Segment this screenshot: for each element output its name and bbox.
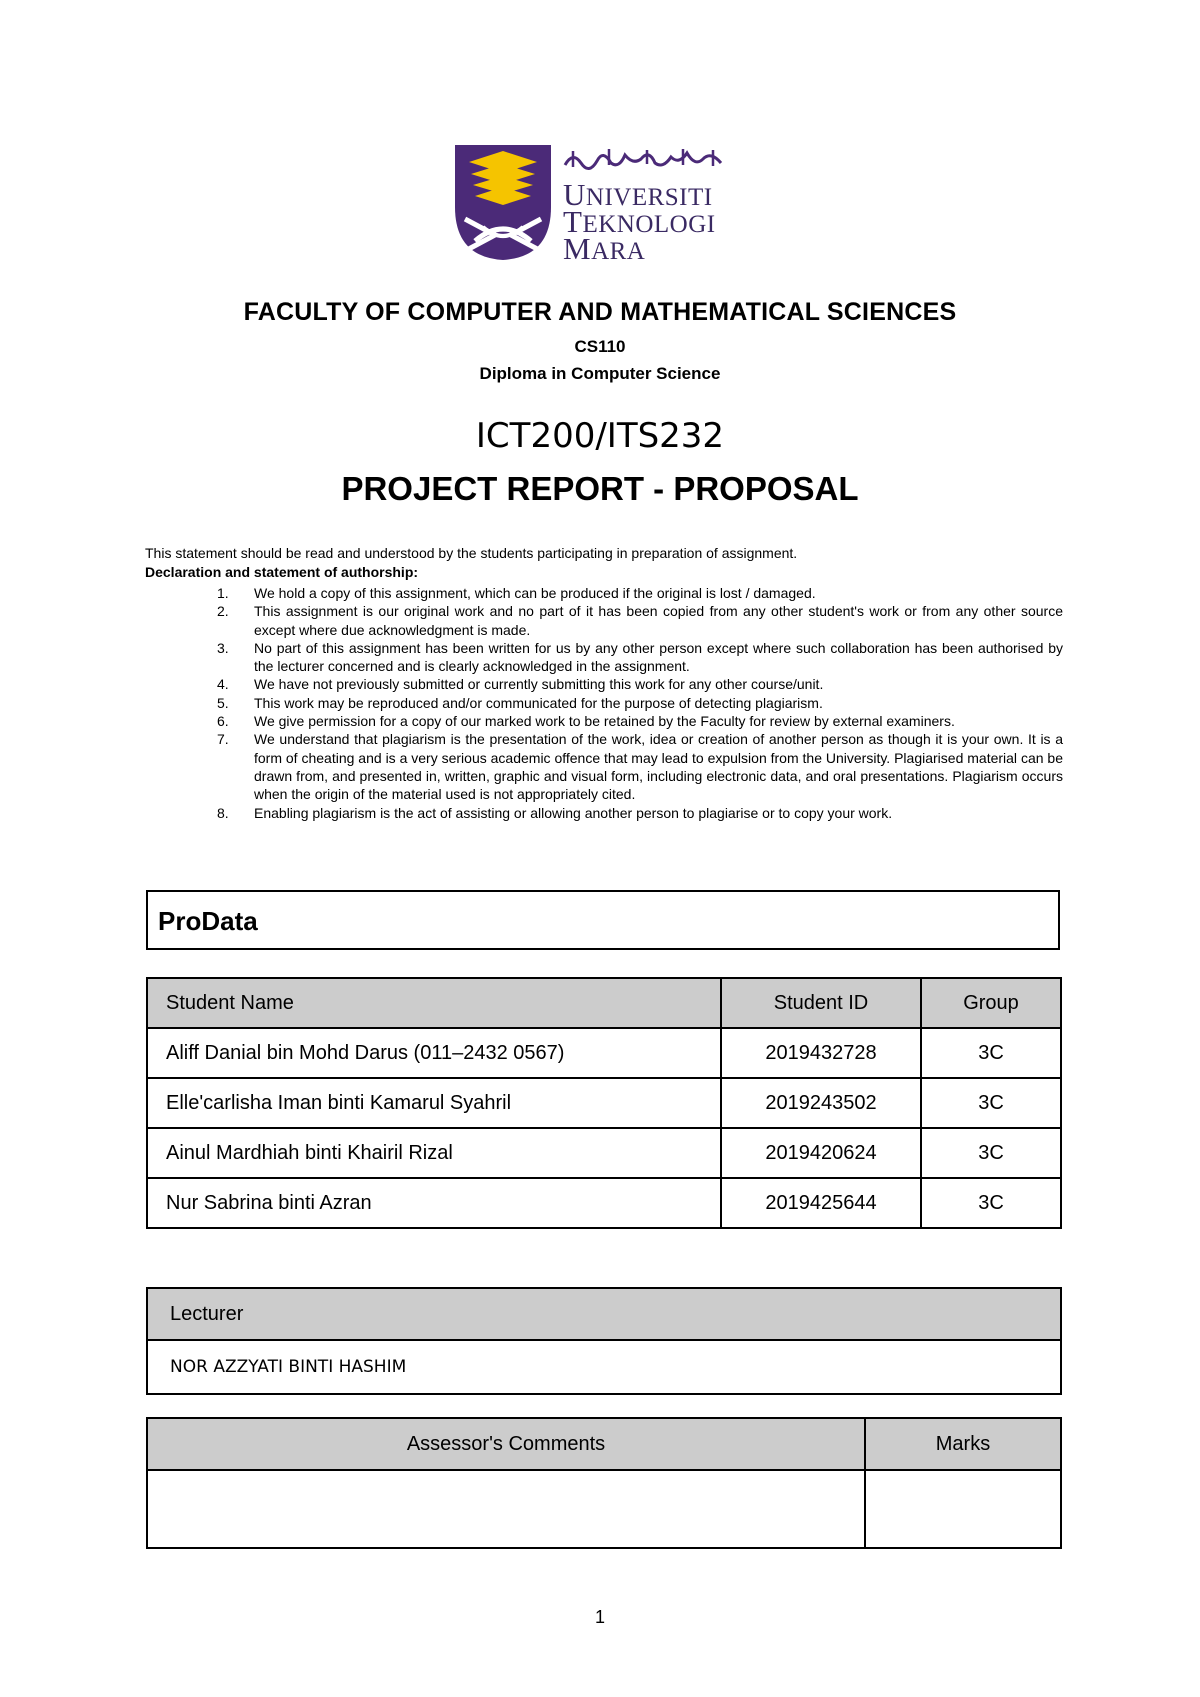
assessor-comments-cell bbox=[147, 1470, 865, 1548]
table-row bbox=[147, 1028, 1061, 1078]
student-name-cell: Nur Sabrina binti Azran bbox=[147, 1178, 721, 1228]
lecturer-table bbox=[146, 1287, 1062, 1395]
header-group: Group bbox=[921, 978, 1061, 1028]
project-name: ProData bbox=[158, 906, 258, 936]
assessment-table bbox=[146, 1417, 1062, 1549]
declaration-intro: This statement should be read and understood by the students participating in preparation of assignment. bbox=[145, 545, 798, 561]
logo-line-mara: MARA bbox=[563, 231, 646, 266]
lecturer-name: NOR AZZYATI BINTI HASHIM bbox=[147, 1340, 1061, 1394]
table-row bbox=[147, 1178, 1061, 1228]
declaration-heading: Declaration and statement of authorship: bbox=[145, 564, 419, 580]
student-id-cell: 2019420624 bbox=[721, 1128, 921, 1178]
marks-cell bbox=[865, 1470, 1061, 1548]
declaration-item: 1. We hold a copy of this assignment, which can be produced if the original is lost / damaged. bbox=[217, 585, 816, 601]
student-name-cell: Ainul Mardhiah binti Khairil Rizal bbox=[147, 1128, 721, 1178]
student-name-cell: Aliff Danial bin Mohd Darus (011–2432 0567) bbox=[147, 1028, 721, 1078]
table-row bbox=[147, 1128, 1061, 1178]
page-number: 1 bbox=[594, 1607, 605, 1627]
declaration-item: 4. We have not previously submitted or currently submitting this work for any other course/unit. bbox=[217, 676, 824, 693]
declaration-item: 7. We understand that plagiarism is the presentation of the work, idea or creation of another person as though it is your own. It is a form of cheating and is a very serious academic offence that may lead to expulsion from the University. Plagiarised material can be drawn from, and presented in, written, graphic and visual form, including electronic data, and oral presentations. Plagiarism occurs when the origin of the material used is not appropriately cited. bbox=[217, 731, 1063, 803]
declaration-item: 3. No part of this assignment has been written for us by any other person except where such collaboration has been authorised by the lecturer concerned and is clearly acknowledged in the assignment. bbox=[217, 639, 1063, 675]
students-table bbox=[146, 977, 1062, 1229]
table-row bbox=[147, 1078, 1061, 1128]
logo-line-universiti: UNIVERSITI bbox=[563, 177, 713, 212]
project-name-box bbox=[146, 890, 1060, 950]
arabic-university-name bbox=[563, 145, 725, 173]
lecturer-label: Lecturer bbox=[147, 1288, 1061, 1340]
report-title: PROJECT REPORT - PROPOSAL bbox=[341, 470, 859, 507]
crest-icon bbox=[455, 145, 551, 260]
assessor-comments-header: Assessor's Comments bbox=[147, 1418, 865, 1470]
student-group-cell: 3C bbox=[921, 1178, 1061, 1228]
student-group-cell: 3C bbox=[921, 1078, 1061, 1128]
header-student-name: Student Name bbox=[147, 978, 721, 1028]
declaration-item: 8. Enabling plagiarism is the act of assisting or allowing another person to plagiarise or to copy your work. bbox=[217, 804, 893, 821]
faculty-title: FACULTY OF COMPUTER AND MATHEMATICAL SCIENCES bbox=[243, 298, 957, 326]
course-code: ICT200/ITS232 bbox=[475, 416, 725, 456]
student-id-cell: 2019432728 bbox=[721, 1028, 921, 1078]
student-name-cell: Elle'carlisha Iman binti Kamarul Syahril bbox=[147, 1078, 721, 1128]
programme-name: Diploma in Computer Science bbox=[479, 364, 721, 383]
declaration-item: 5. This work may be reproduced and/or communicated for the purpose of detecting plagiarism. bbox=[217, 694, 823, 711]
logo-line-teknologi: TEKNOLOGI bbox=[563, 204, 716, 239]
table-header-row bbox=[147, 978, 1061, 1028]
student-id-cell: 2019243502 bbox=[721, 1078, 921, 1128]
declaration-item: 6. We give permission for a copy of our marked work to be retained by the Faculty for review by external examiners. bbox=[217, 713, 955, 730]
header-student-id: Student ID bbox=[721, 978, 921, 1028]
student-group-cell: 3C bbox=[921, 1028, 1061, 1078]
student-group-cell: 3C bbox=[921, 1128, 1061, 1178]
marks-header: Marks bbox=[865, 1418, 1061, 1470]
declaration-item: 2. This assignment is our original work and no part of it has been copied from any other student's work or from any other source except where due acknowledgment is made. bbox=[217, 603, 1063, 638]
programme-code: CS110 bbox=[574, 337, 626, 356]
university-logo bbox=[455, 145, 725, 266]
declaration-list bbox=[145, 584, 1063, 822]
student-id-cell: 2019425644 bbox=[721, 1178, 921, 1228]
